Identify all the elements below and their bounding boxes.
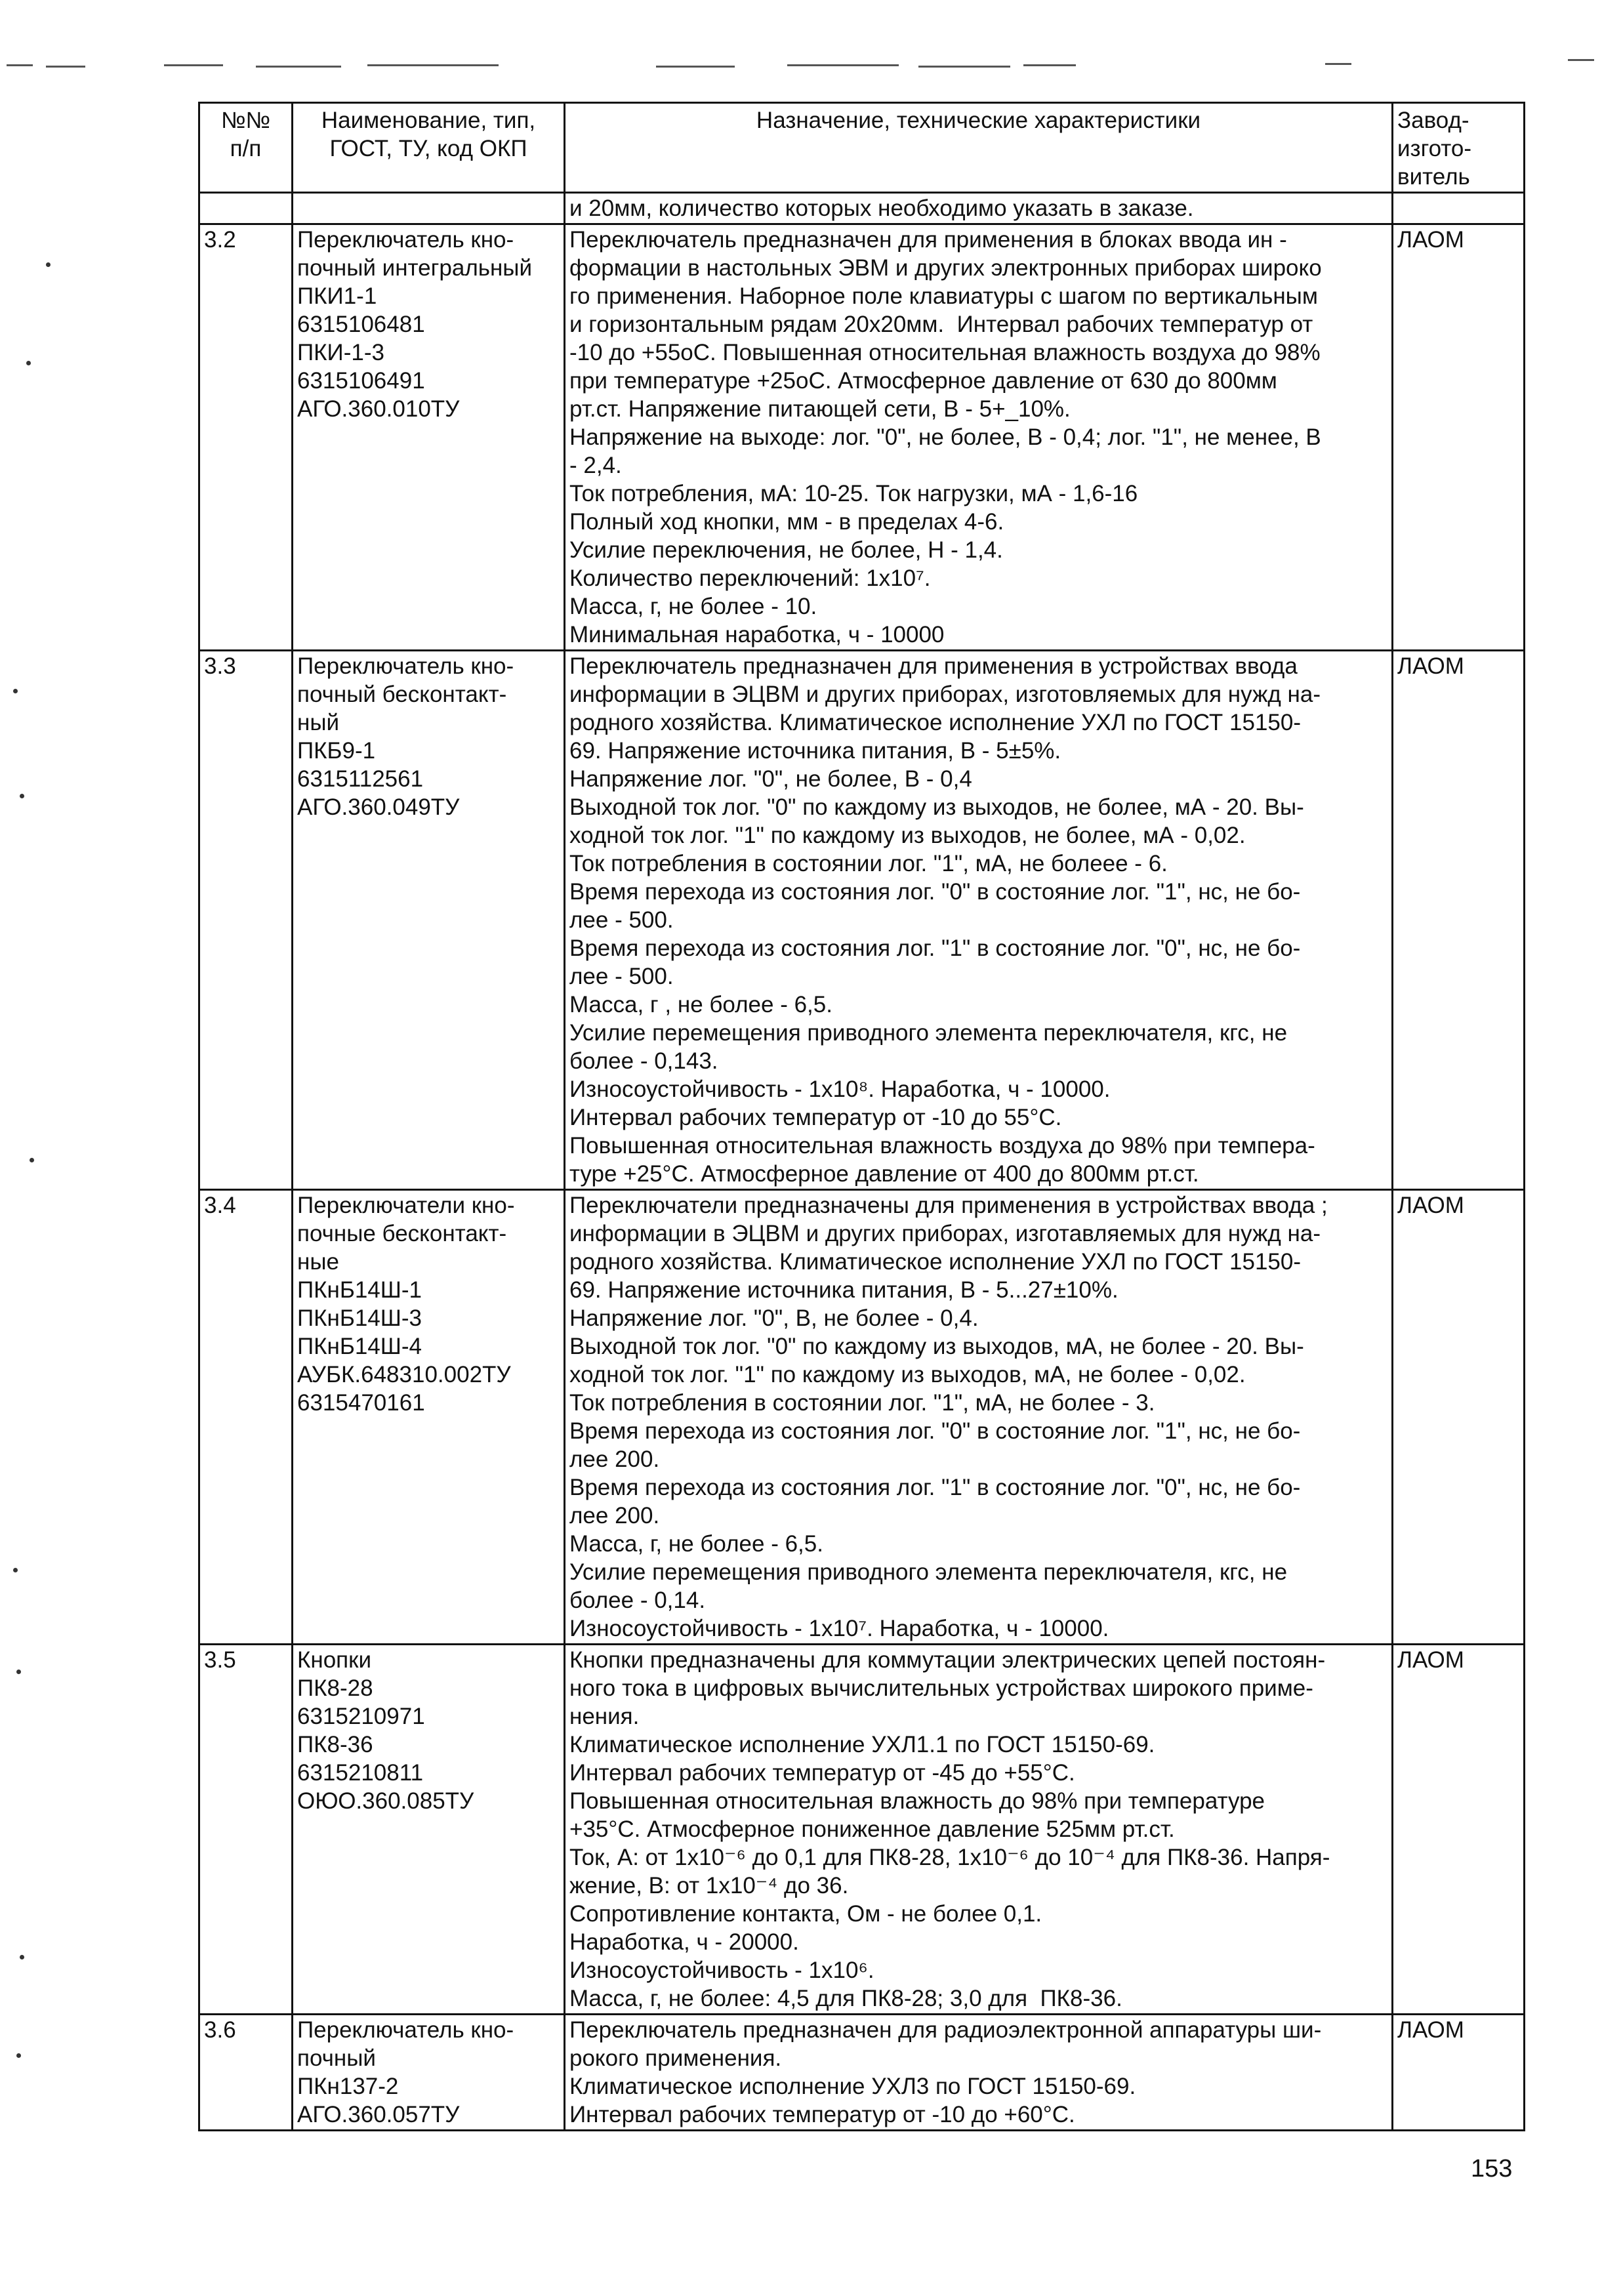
name-line: 6315210971 xyxy=(297,1704,425,1729)
cell-name xyxy=(293,1190,565,1645)
description-line: 69. Напряжение источника питания, В - 5...27±10%. xyxy=(569,1277,1119,1303)
description-line: -10 до +55оС. Повышенная относительная влажность воздуха до 98% xyxy=(569,340,1321,365)
cell-number xyxy=(199,224,293,651)
cell-manufacturer xyxy=(1393,1645,1525,2015)
description-line: Климатическое исполнение УХЛ1.1 по ГОСТ 15150-69. xyxy=(569,1732,1155,1757)
header-manufacturer xyxy=(1393,103,1525,193)
cell-number xyxy=(199,1645,293,2015)
description-line: Время перехода из состояния лог. "0" в состояние лог. "1", нс, не бо- xyxy=(569,879,1301,905)
description-line: Ток потребления в состоянии лог. "1", мА, не более - 3. xyxy=(569,1390,1155,1416)
description-line: Износоустойчивость - 1х10⁸. Наработка, ч - 10000. xyxy=(569,1076,1111,1102)
name-line: 6315210811 xyxy=(297,1760,424,1786)
row-number: 3.3 xyxy=(204,653,236,679)
description-line: лее - 500. xyxy=(569,964,674,989)
description-line: Минимальная наработка, ч - 10000 xyxy=(569,622,945,647)
description-line: ного тока в цифровых вычислительных устройствах широкого приме- xyxy=(569,1675,1313,1701)
cell-name xyxy=(293,224,565,651)
description-line: формации в настольных ЭВМ и других электронных приборах широко xyxy=(569,255,1322,281)
name-line: ПК8-36 xyxy=(297,1732,373,1757)
header-description xyxy=(565,103,1393,193)
cell-description xyxy=(565,224,1393,651)
description-line: Повышенная относительная влажность воздуха до 98% при темпера- xyxy=(569,1133,1315,1158)
cell-manufacturer xyxy=(1393,224,1525,651)
header-name-line: ГОСТ, ТУ, код ОКП xyxy=(329,136,527,161)
name-line: ПК8-28 xyxy=(297,1675,373,1701)
name-line: ПКнБ14Ш-1 xyxy=(297,1277,422,1303)
cell-name xyxy=(293,193,565,224)
row-number: 3.4 xyxy=(204,1193,236,1218)
manufacturer-name: ЛАОМ xyxy=(1397,1647,1464,1673)
description-line: родного хозяйства. Климатическое исполнение УХЛ по ГОСТ 15150- xyxy=(569,710,1302,735)
name-line: почный xyxy=(297,2045,376,2071)
table-row xyxy=(199,651,1525,1190)
description-line: Время перехода из состояния лог. "0" в состояние лог. "1", нс, не бо- xyxy=(569,1418,1301,1444)
name-line: Переключатель кно- xyxy=(297,227,514,253)
table-row xyxy=(199,1645,1525,2015)
cell-number xyxy=(199,2015,293,2131)
spec-table xyxy=(198,102,1525,2131)
description-line: Климатическое исполнение УХЛ3 по ГОСТ 15150-69. xyxy=(569,2074,1136,2099)
name-line: ный xyxy=(297,710,340,735)
cell-number xyxy=(199,1190,293,1645)
description-line: - 2,4. xyxy=(569,453,622,478)
description-line: Усилие перемещения приводного элемента переключателя, кгс, не xyxy=(569,1559,1288,1585)
name-line: ПКИ-1-3 xyxy=(297,340,384,365)
description-line: Полный ход кнопки, мм - в пределах 4-6. xyxy=(569,509,1004,535)
name-line: 6315112561 xyxy=(297,766,424,792)
cell-number xyxy=(199,651,293,1190)
description-line: Интервал рабочих температур от -10 до +60°С. xyxy=(569,2102,1075,2127)
description-line: Переключатель предназначен для применения в блоках ввода ин - xyxy=(569,227,1287,253)
row-number: 3.2 xyxy=(204,227,236,253)
description-line: +35°С. Атмосферное пониженное давление 525мм рт.ст. xyxy=(569,1816,1175,1842)
description-line: Износоустойчивость - 1х10⁶. xyxy=(569,1958,874,1983)
table-row xyxy=(199,1190,1525,1645)
table-header-row xyxy=(199,103,1525,193)
description-line: Количество переключений: 1х10⁷. xyxy=(569,565,931,591)
name-line: почный бесконтакт- xyxy=(297,682,507,707)
description-line: Переключатели предназначены для применения в устройствах ввода ; xyxy=(569,1193,1328,1218)
name-line: ПКнБ14Ш-4 xyxy=(297,1334,422,1359)
description-line: Ток потребления в состоянии лог. "1", мА, не болеее - 6. xyxy=(569,851,1168,876)
description-line: Масса, г, не более - 6,5. xyxy=(569,1531,823,1557)
description-line: Интервал рабочих температур от -10 до 55°С. xyxy=(569,1105,1062,1130)
name-line: АГО.360.049ТУ xyxy=(297,794,460,820)
description-line: Переключатель предназначен для применения в устройствах ввода xyxy=(569,653,1298,679)
header-manufacturer-line: изгото- xyxy=(1397,136,1472,161)
manufacturer-name: ЛАОМ xyxy=(1397,2017,1464,2043)
description-line: Масса, г , не более - 6,5. xyxy=(569,992,832,1017)
description-line: Время перехода из состояния лог. "1" в состояние лог. "0", нс, не бо- xyxy=(569,1475,1301,1500)
description-line: лее - 500. xyxy=(569,907,674,933)
name-line: АГО.360.010ТУ xyxy=(297,396,460,422)
description-line: Ток, А: от 1х10⁻⁶ до 0,1 для ПК8-28, 1х10⁻⁶ до 10⁻⁴ для ПК8-36. Напря- xyxy=(569,1845,1330,1870)
description-line: Кнопки предназначены для коммутации электрических цепей постоян- xyxy=(569,1647,1326,1673)
name-line: почный интегральный xyxy=(297,255,533,281)
name-line: ПКБ9-1 xyxy=(297,738,376,764)
name-line: АУБК.648310.002ТУ xyxy=(297,1362,511,1387)
description-line: более - 0,143. xyxy=(569,1048,718,1074)
description-line: туре +25°С. Атмосферное давление от 400 до 800мм рт.ст. xyxy=(569,1161,1199,1187)
name-line: почные бесконтакт- xyxy=(297,1221,507,1246)
name-line: Кнопки xyxy=(297,1647,371,1673)
description-line: Износоустойчивость - 1х10⁷. Наработка, ч - 10000. xyxy=(569,1616,1109,1641)
cell-name xyxy=(293,1645,565,2015)
description-line: лее 200. xyxy=(569,1446,660,1472)
header-description-line: Назначение, технические характеристики xyxy=(756,108,1201,133)
description-line: нения. xyxy=(569,1704,640,1729)
name-line: АГО.360.057ТУ xyxy=(297,2102,460,2127)
name-line: Переключатели кно- xyxy=(297,1193,515,1218)
header-number-line: п/п xyxy=(230,136,262,161)
description-line: Масса, г, не более: 4,5 для ПК8-28; 3,0 для ПК8-36. xyxy=(569,1986,1122,2011)
row-number: 3.6 xyxy=(204,2017,236,2043)
cell-description xyxy=(565,1190,1393,1645)
description-line: Усилие перемещения приводного элемента переключателя, кгс, не xyxy=(569,1020,1288,1046)
description-line: информации в ЭЦВМ и других приборах, изготавляемых для нужд на- xyxy=(569,1221,1321,1246)
description-line: Переключатель предназначен для радиоэлектронной аппаратуры ши- xyxy=(569,2017,1322,2043)
cell-manufacturer xyxy=(1393,2015,1525,2131)
description-line: информации в ЭЦВМ и других приборах, изготовляемых для нужд на- xyxy=(569,682,1321,707)
table-row xyxy=(199,2015,1525,2131)
table-row xyxy=(199,224,1525,651)
description-line: ходной ток лог. "1" по каждому из выходов, не более, мА - 0,02. xyxy=(569,823,1246,848)
description-line: более - 0,14. xyxy=(569,1588,706,1613)
description-line: Выходной ток лог. "0" по каждому из выходов, мА, не более - 20. Вы- xyxy=(569,1334,1304,1359)
cell-manufacturer xyxy=(1393,193,1525,224)
description-line: Интервал рабочих температур от -45 до +55°С. xyxy=(569,1760,1075,1786)
description-line: ходной ток лог. "1" по каждому из выходов, мА, не более - 0,02. xyxy=(569,1362,1246,1387)
cell-description xyxy=(565,193,1393,224)
description-line: родного хозяйства. Климатическое исполнение УХЛ по ГОСТ 15150- xyxy=(569,1249,1302,1275)
name-line: ные xyxy=(297,1249,339,1275)
header-name xyxy=(293,103,565,193)
header-name-line: Наименование, тип, xyxy=(321,108,536,133)
description-line: Масса, г, не более - 10. xyxy=(569,594,817,619)
name-line: Переключатель кно- xyxy=(297,653,514,679)
cell-manufacturer xyxy=(1393,1190,1525,1645)
cell-name xyxy=(293,2015,565,2131)
cell-name xyxy=(293,651,565,1190)
cell-description xyxy=(565,1645,1393,2015)
cell-number xyxy=(199,193,293,224)
description-line: рокого применения. xyxy=(569,2045,782,2071)
header-number-line: №№ xyxy=(220,108,271,133)
cell-description xyxy=(565,2015,1393,2131)
header-manufacturer-line: витель xyxy=(1397,164,1470,190)
description-line: жение, В: от 1х10⁻⁴ до 36. xyxy=(569,1873,849,1898)
page-number: 153 xyxy=(1471,2155,1513,2183)
manufacturer-name: ЛАОМ xyxy=(1397,653,1464,679)
manufacturer-name: ЛАОМ xyxy=(1397,1193,1464,1218)
description-line: Сопротивление контакта, Ом - не более 0,1. xyxy=(569,1901,1042,1927)
row-number: 3.5 xyxy=(204,1647,236,1673)
name-line: ПКИ1-1 xyxy=(297,283,377,309)
description-line: Напряжение лог. "0", не более, В - 0,4 xyxy=(569,766,972,792)
description-line: рт.ст. Напряжение питающей сети, В - 5+_10%. xyxy=(569,396,1071,422)
name-line: ПКнБ14Ш-3 xyxy=(297,1305,422,1331)
header-number xyxy=(199,103,293,193)
description-line: Повышенная относительная влажность до 98% при температуре xyxy=(569,1788,1265,1814)
name-line: 6315106481 xyxy=(297,312,425,337)
cell-description xyxy=(565,651,1393,1190)
description-line: Наработка, ч - 20000. xyxy=(569,1929,799,1955)
description-line: Выходной ток лог. "0" по каждому из выходов, не более, мА - 20. Вы- xyxy=(569,794,1304,820)
header-manufacturer-line: Завод- xyxy=(1397,108,1469,133)
description-line: Напряжение на выходе: лог. "0", не более, В - 0,4; лог. "1", не менее, В xyxy=(569,424,1321,450)
description-line: го применения. Наборное поле клавиатуры с шагом по вертикальным xyxy=(569,283,1318,309)
description-line: Напряжение лог. "0", В, не более - 0,4. xyxy=(569,1305,979,1331)
description-line: 69. Напряжение источника питания, В - 5±5%. xyxy=(569,738,1061,764)
cell-manufacturer xyxy=(1393,651,1525,1190)
name-line: Переключатель кно- xyxy=(297,2017,514,2043)
table-row-continuation xyxy=(199,193,1525,224)
continuation-text: и 20мм, количество которых необходимо указать в заказе. xyxy=(569,195,1194,221)
description-line: и горизонтальным рядам 20х20мм. Интервал рабочих температур от xyxy=(569,312,1313,337)
name-line: ОЮО.360.085ТУ xyxy=(297,1788,474,1814)
description-line: Время перехода из состояния лог. "1" в состояние лог. "0", нс, не бо- xyxy=(569,935,1301,961)
description-line: Ток потребления, мА: 10-25. Ток нагрузки, мА - 1,6-16 xyxy=(569,481,1138,506)
manufacturer-name: ЛАОМ xyxy=(1397,227,1464,253)
name-line: 6315106491 xyxy=(297,368,425,394)
name-line: ПКн137-2 xyxy=(297,2074,399,2099)
description-line: при температуре +25оС. Атмосферное давление от 630 до 800мм xyxy=(569,368,1277,394)
description-line: Усилие переключения, не более, Н - 1,4. xyxy=(569,537,1003,563)
name-line: 6315470161 xyxy=(297,1390,425,1416)
description-line: лее 200. xyxy=(569,1503,660,1528)
